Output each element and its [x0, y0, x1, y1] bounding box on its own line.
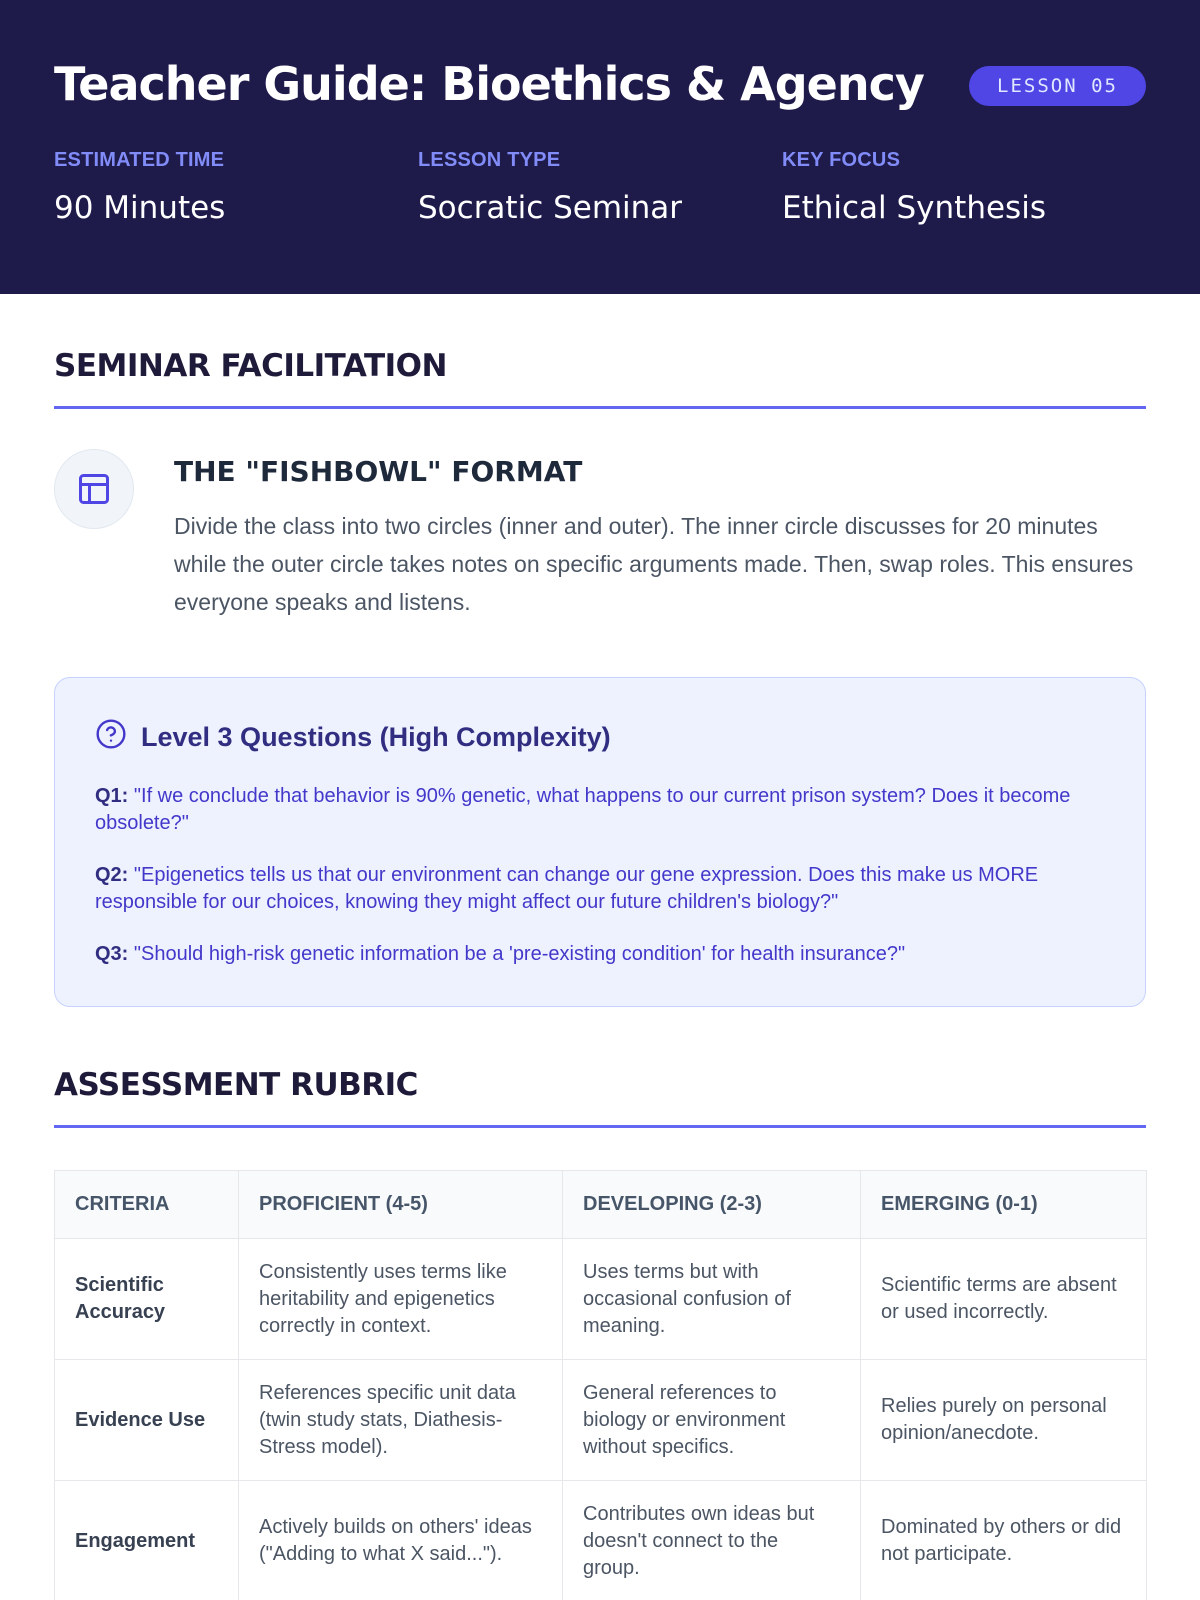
column-header: PROFICIENT (4-5)	[239, 1171, 563, 1239]
table-cell: Scientific terms are absent or used incorrectly.	[861, 1239, 1147, 1360]
table-cell: Actively builds on others' ideas ("Adding to what X said...").	[239, 1481, 563, 1600]
table-cell: Consistently uses terms like heritability and epigenetics correctly in context.	[239, 1239, 563, 1360]
lesson-meta	[54, 148, 1146, 226]
table-cell: Relies purely on personal opinion/anecdote.	[861, 1360, 1147, 1481]
meta-value: Ethical Synthesis	[782, 190, 1046, 226]
question-item	[95, 941, 1105, 968]
table-cell: Uses terms but with occasional confusion of meaning.	[563, 1239, 861, 1360]
criteria-cell: Scientific Accuracy	[55, 1239, 239, 1360]
header-title-row	[54, 56, 1146, 112]
question-text: "Epigenetics tells us that our environment can change our gene expression. Does this make us MORE responsible for our choices, knowing they might affect our future children's biology?"	[95, 864, 1039, 913]
meta-lesson-type	[418, 148, 782, 226]
meta-estimated-time	[54, 148, 418, 226]
fishbowl-body	[174, 449, 1146, 621]
table-cell: Contributes own ideas but doesn't connect to the group.	[563, 1481, 861, 1600]
question-item	[95, 862, 1105, 916]
rubric-table	[54, 1170, 1147, 1600]
question-text: "If we conclude that behavior is 90% genetic, what happens to our current prison system? Does it become obsolete?"	[95, 785, 1071, 834]
table-cell: References specific unit data (twin study stats, Diathesis-Stress model).	[239, 1360, 563, 1481]
table-header-row	[55, 1171, 1147, 1239]
section-heading: SEMINAR FACILITATION	[54, 348, 447, 384]
seminar-facilitation-section	[54, 294, 1146, 1007]
column-header: EMERGING (0-1)	[861, 1171, 1147, 1239]
column-header: DEVELOPING (2-3)	[563, 1171, 861, 1239]
fishbowl-description: Divide the class into two circles (inner and outer). The inner circle discusses for 20 minutes while the outer circle takes notes on specific arguments made. Then, swap roles. This ensures everyone speaks and listens.	[174, 513, 1134, 615]
assessment-rubric-section	[54, 1007, 1146, 1600]
table-cell: General references to biology or environment without specifics.	[563, 1360, 861, 1481]
fishbowl-format-block	[54, 449, 1146, 621]
lesson-badge: LESSON 05	[969, 66, 1146, 106]
meta-value: Socratic Seminar	[418, 190, 683, 226]
question-label: Q1:	[95, 785, 129, 807]
section-divider	[54, 1125, 1146, 1128]
header	[0, 0, 1200, 294]
level-3-questions-box	[54, 677, 1146, 1007]
table-row	[55, 1239, 1147, 1360]
criteria-cell: Evidence Use	[55, 1360, 239, 1481]
question-label: Q3:	[95, 943, 129, 965]
meta-label: ESTIMATED TIME	[54, 149, 225, 171]
layout-icon	[54, 449, 134, 529]
table-row	[55, 1481, 1147, 1600]
table-row	[55, 1360, 1147, 1481]
section-divider	[54, 406, 1146, 409]
section-heading: ASSESSMENT RUBRIC	[54, 1067, 418, 1103]
table-cell: Dominated by others or did not participate.	[861, 1481, 1147, 1600]
meta-key-focus	[782, 148, 1146, 226]
question-text: "Should high-risk genetic information be a 'pre-existing condition' for health insurance?"	[133, 943, 906, 965]
meta-label: KEY FOCUS	[782, 149, 901, 171]
fishbowl-title: THE "FISHBOWL" FORMAT	[174, 455, 583, 488]
criteria-cell: Engagement	[55, 1481, 239, 1600]
question-item	[95, 783, 1105, 837]
column-header: CRITERIA	[55, 1171, 239, 1239]
main-content	[0, 294, 1200, 1600]
questions-heading-row	[95, 718, 1105, 755]
question-label: Q2:	[95, 864, 129, 886]
question-circle-icon	[95, 718, 127, 755]
questions-heading: Level 3 Questions (High Complexity)	[141, 721, 611, 752]
meta-value: 90 Minutes	[54, 190, 226, 226]
meta-label: LESSON TYPE	[418, 149, 561, 171]
page-title: Teacher Guide: Bioethics & Agency	[54, 57, 924, 111]
